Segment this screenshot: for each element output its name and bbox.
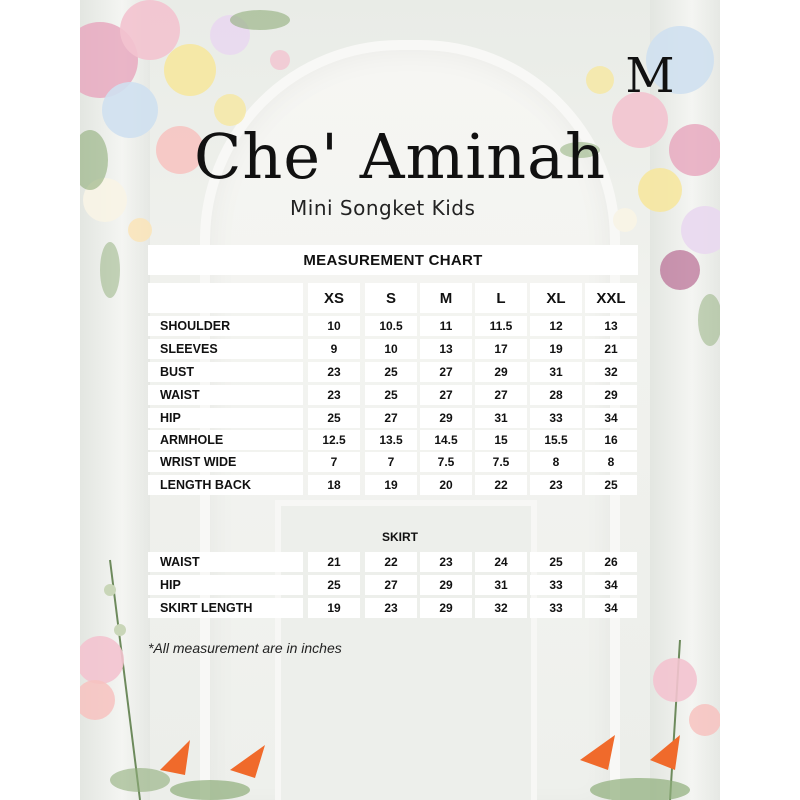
table-cell: 27 xyxy=(475,385,527,405)
skirt-row-label: SKIRT LENGTH xyxy=(148,598,303,618)
table-cell: 11 xyxy=(420,316,472,336)
size-header: L xyxy=(475,283,527,313)
table-cell: 20 xyxy=(420,475,472,495)
table-cell: 29 xyxy=(475,362,527,382)
table-cell: 33 xyxy=(530,408,582,428)
table-cell: 34 xyxy=(585,408,637,428)
row-label: BUST xyxy=(148,362,303,382)
table-cell: 15.5 xyxy=(530,430,582,450)
brand-logo-icon: M xyxy=(625,48,675,104)
table-cell: 28 xyxy=(530,385,582,405)
poster-background xyxy=(80,0,720,800)
table-cell: 16 xyxy=(585,430,637,450)
flower-cluster-bottom-right xyxy=(580,640,720,800)
table-cell: 12.5 xyxy=(308,430,360,450)
row-label: WAIST xyxy=(148,385,303,405)
table-cell: 25 xyxy=(585,475,637,495)
skirt-table-cell: 32 xyxy=(475,598,527,618)
flower-cluster-bottom-left xyxy=(80,560,265,800)
table-cell: 9 xyxy=(308,339,360,359)
table-cell: 12 xyxy=(530,316,582,336)
table-cell: 11.5 xyxy=(475,316,527,336)
table-cell: 27 xyxy=(420,362,472,382)
row-label: LENGTH BACK xyxy=(148,475,303,495)
table-cell: 21 xyxy=(585,339,637,359)
skirt-table-cell: 23 xyxy=(365,598,417,618)
table-cell: 8 xyxy=(585,452,637,472)
size-header: XL xyxy=(530,283,582,313)
table-cell: 23 xyxy=(308,362,360,382)
table-cell: 7.5 xyxy=(420,452,472,472)
table-cell: 18 xyxy=(308,475,360,495)
size-header: M xyxy=(420,283,472,313)
table-cell: 22 xyxy=(475,475,527,495)
table-cell: 23 xyxy=(308,385,360,405)
table-cell: 31 xyxy=(530,362,582,382)
skirt-table-cell: 33 xyxy=(530,575,582,595)
table-cell: 13 xyxy=(420,339,472,359)
table-cell: 10 xyxy=(365,339,417,359)
size-header: XXL xyxy=(585,283,637,313)
table-cell: 15 xyxy=(475,430,527,450)
skirt-table-cell: 23 xyxy=(420,552,472,572)
table-cell: 19 xyxy=(530,339,582,359)
table-header-blank xyxy=(148,283,303,313)
row-label: WRIST WIDE xyxy=(148,452,303,472)
table-cell: 25 xyxy=(308,408,360,428)
table-cell: 29 xyxy=(585,385,637,405)
footnote: *All measurement are in inches xyxy=(148,640,342,656)
skirt-table-cell: 22 xyxy=(365,552,417,572)
table-cell: 14.5 xyxy=(420,430,472,450)
skirt-table-cell: 21 xyxy=(308,552,360,572)
skirt-table-cell: 26 xyxy=(585,552,637,572)
table-cell: 7.5 xyxy=(475,452,527,472)
table-cell: 32 xyxy=(585,362,637,382)
table-cell: 27 xyxy=(365,408,417,428)
table-cell: 7 xyxy=(308,452,360,472)
table-cell: 13.5 xyxy=(365,430,417,450)
table-cell: 29 xyxy=(420,408,472,428)
table-cell: 27 xyxy=(420,385,472,405)
size-header: XS xyxy=(308,283,360,313)
skirt-table-cell: 31 xyxy=(475,575,527,595)
skirt-row-label: WAIST xyxy=(148,552,303,572)
table-cell: 25 xyxy=(365,385,417,405)
table-cell: 31 xyxy=(475,408,527,428)
table-cell: 10.5 xyxy=(365,316,417,336)
brand-title: Che' Aminah xyxy=(193,120,607,193)
skirt-heading: SKIRT xyxy=(382,530,418,544)
row-label: ARMHOLE xyxy=(148,430,303,450)
skirt-row-label: HIP xyxy=(148,575,303,595)
measurement-chart-heading: MEASUREMENT CHART xyxy=(148,245,638,275)
table-cell: 7 xyxy=(365,452,417,472)
row-label: SLEEVES xyxy=(148,339,303,359)
row-label: SHOULDER xyxy=(148,316,303,336)
table-cell: 19 xyxy=(365,475,417,495)
skirt-table-cell: 25 xyxy=(308,575,360,595)
table-cell: 25 xyxy=(365,362,417,382)
brand-subtitle: Mini Songket Kids xyxy=(290,196,476,220)
skirt-table-cell: 25 xyxy=(530,552,582,572)
table-cell: 17 xyxy=(475,339,527,359)
row-label: HIP xyxy=(148,408,303,428)
skirt-table-cell: 19 xyxy=(308,598,360,618)
skirt-table-cell: 29 xyxy=(420,575,472,595)
table-cell: 10 xyxy=(308,316,360,336)
table-cell: 23 xyxy=(530,475,582,495)
skirt-table-cell: 24 xyxy=(475,552,527,572)
skirt-table-cell: 34 xyxy=(585,598,637,618)
skirt-table-cell: 27 xyxy=(365,575,417,595)
size-header: S xyxy=(365,283,417,313)
skirt-table-cell: 33 xyxy=(530,598,582,618)
table-cell: 8 xyxy=(530,452,582,472)
skirt-table-cell: 29 xyxy=(420,598,472,618)
table-cell: 13 xyxy=(585,316,637,336)
skirt-table-cell: 34 xyxy=(585,575,637,595)
